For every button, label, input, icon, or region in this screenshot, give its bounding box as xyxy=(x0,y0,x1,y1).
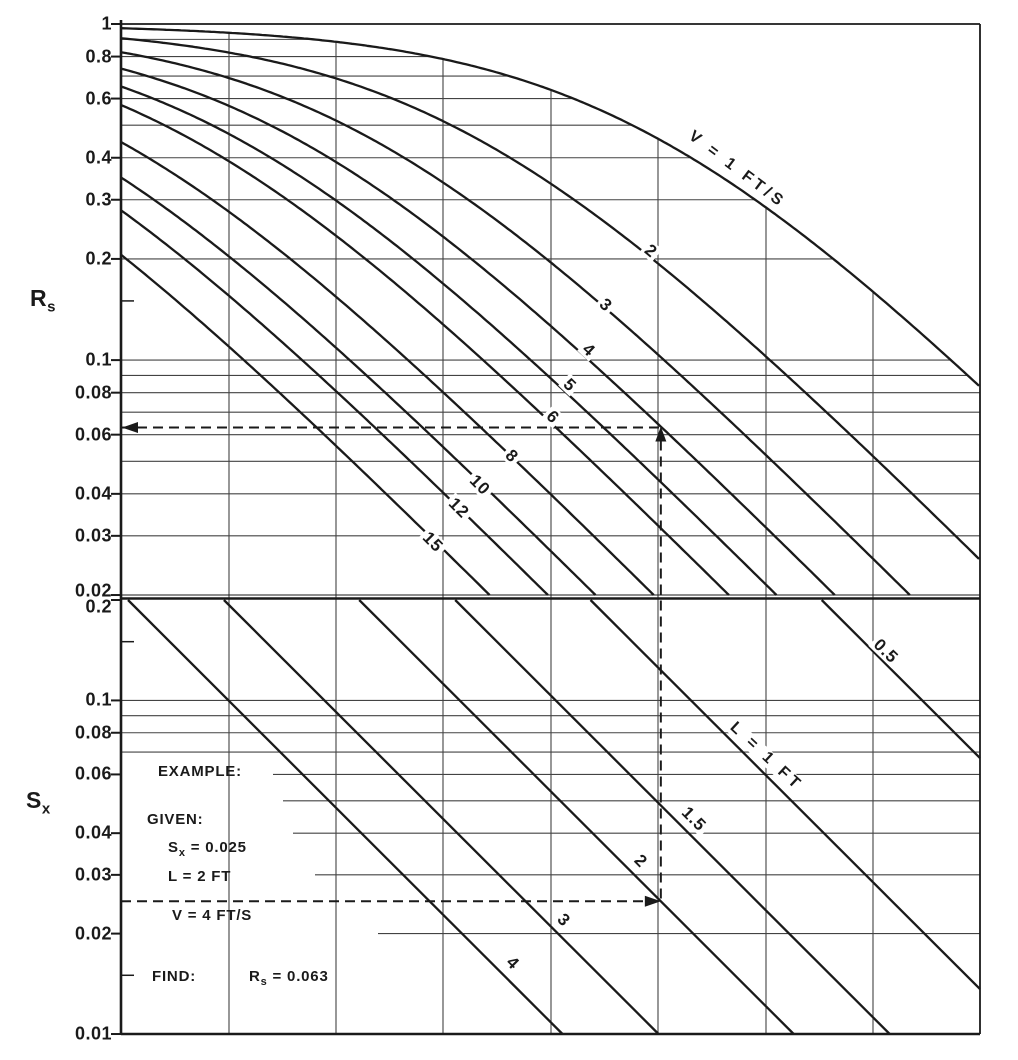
example-find-label: FIND: xyxy=(152,968,196,985)
tick-label-rs-0.4: 0.4 xyxy=(85,147,112,168)
curve-label-l-3: 3 xyxy=(553,909,575,931)
tick-label-rs-0.06: 0.06 xyxy=(74,424,112,445)
curve-label-v-1: V = 1 FT/S xyxy=(682,126,791,214)
v-curve-8 xyxy=(121,142,654,595)
tick-label-rs-0.2: 0.2 xyxy=(85,248,112,269)
tick-label-rs-1: 1 xyxy=(101,13,112,34)
curve-label-l-2: 2 xyxy=(630,850,652,872)
example-title: EXAMPLE: xyxy=(158,763,242,780)
l-line-2 xyxy=(359,600,794,1034)
example-find-value: $R_s = 0.063$ xyxy=(249,968,329,988)
curve-label-l-1: L = 1 FT xyxy=(724,717,808,797)
y-axis-title-sx: $S_x$ xyxy=(26,787,51,818)
tick-label-rs-0.8: 0.8 xyxy=(85,46,112,67)
example-given-l: L = 2 FT xyxy=(168,868,232,885)
tick-label-sx-0.02: 0.02 xyxy=(74,923,112,944)
v-curve-6 xyxy=(121,105,729,595)
tick-label-sx-0.2: 0.2 xyxy=(85,596,112,617)
tick-label-rs-0.6: 0.6 xyxy=(85,88,112,109)
tick-label-rs-0.3: 0.3 xyxy=(85,189,112,210)
example-given-label: GIVEN: xyxy=(147,811,204,828)
tick-label-sx-0.03: 0.03 xyxy=(74,864,112,885)
v-curves xyxy=(121,28,979,595)
tick-label-rs-0.08: 0.08 xyxy=(74,382,112,403)
l-line-1.5 xyxy=(455,600,890,1034)
curve-label-v-6: 6 xyxy=(542,406,564,428)
axis-ticks xyxy=(111,24,134,1034)
curve-label-v-10: 10 xyxy=(465,470,495,500)
curve-label-v-4: 4 xyxy=(578,339,600,361)
tick-label-rs-0.03: 0.03 xyxy=(74,525,112,546)
tick-label-rs-0.04: 0.04 xyxy=(74,483,112,504)
v-curve-1 xyxy=(121,28,979,386)
curve-label-v-8: 8 xyxy=(501,445,523,467)
curve-label-v-15: 15 xyxy=(418,527,448,557)
v-curve-5 xyxy=(121,87,777,596)
y-axis-title-rs: $R_s$ xyxy=(30,285,56,316)
l-line-0.5 xyxy=(822,600,980,758)
tick-label-sx-0.04: 0.04 xyxy=(74,822,112,843)
curve-label-l-1.5: 1.5 xyxy=(677,802,711,836)
tick-label-sx-0.06: 0.06 xyxy=(74,763,112,784)
v-curve-4 xyxy=(121,69,835,595)
curve-label-v-12: 12 xyxy=(444,493,474,523)
tick-label-sx-0.1: 0.1 xyxy=(85,689,112,710)
example-dashed-path xyxy=(121,422,666,907)
curve-label-l-0.5: 0.5 xyxy=(869,634,903,668)
tick-label-rs-0.02: 0.02 xyxy=(74,580,112,601)
example-arrow-left xyxy=(122,422,138,433)
curve-label-v-3: 3 xyxy=(595,294,617,316)
curve-label-v-2: 2 xyxy=(640,240,662,262)
example-given-sx: $S_x = 0.025$ xyxy=(168,839,247,859)
curve-label-v-5: 5 xyxy=(559,374,581,396)
tick-label-rs-0.1: 0.1 xyxy=(85,349,112,370)
tick-label-sx-0.08: 0.08 xyxy=(74,722,112,743)
v-curve-3 xyxy=(121,52,910,595)
curve-label-l-4: 4 xyxy=(502,952,524,974)
tick-label-sx-0.01: 0.01 xyxy=(74,1023,112,1044)
example-given-v: V = 4 FT/S xyxy=(172,907,253,924)
